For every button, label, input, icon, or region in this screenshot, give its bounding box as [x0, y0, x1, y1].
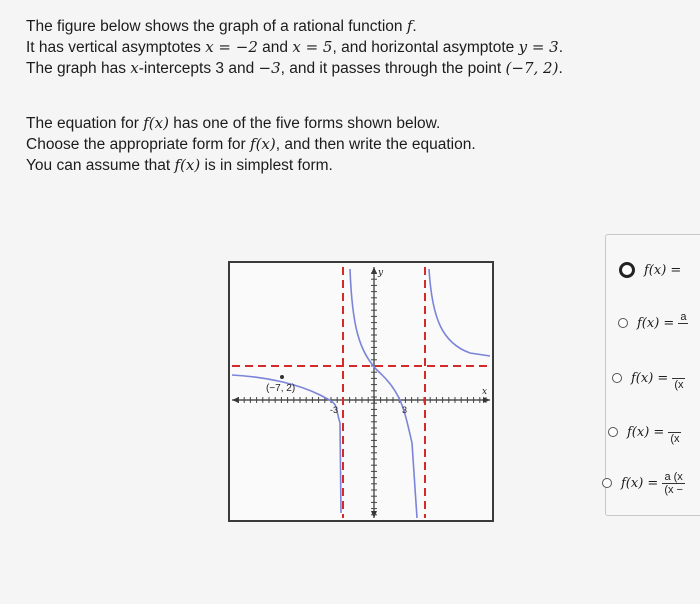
text: You can assume that: [26, 157, 175, 174]
instruction-line-3: [26, 155, 476, 176]
math-expression: f(x): [174, 156, 201, 174]
math-expression: x = −2: [205, 38, 258, 56]
text: , and then write the equation.: [275, 136, 476, 153]
text: .: [558, 60, 563, 77]
instruction-line-2: [26, 134, 476, 155]
choice-formula-4: f(x) =: [627, 424, 665, 440]
denominator: (x: [674, 378, 684, 391]
text: has one of the five forms shown below.: [168, 115, 441, 132]
radio-button-4[interactable]: [608, 427, 618, 437]
choice-option-1[interactable]: [619, 258, 681, 282]
text: is in simplest form.: [200, 157, 333, 174]
choice-fraction-2: [678, 311, 688, 336]
problem-line-2: [26, 37, 563, 58]
point-label: (−7, 2): [266, 383, 296, 394]
answer-choices-panel: [605, 234, 700, 516]
denominator: (x: [670, 432, 680, 445]
choice-formula-3: f(x) =: [631, 370, 669, 386]
tick-label-neg3: -3: [330, 405, 339, 415]
choice-fraction-3: [672, 366, 685, 391]
function-name: f: [406, 17, 413, 35]
y-axis-label: y: [378, 268, 384, 278]
function-graph: [228, 261, 494, 522]
choice-option-2[interactable]: [618, 311, 688, 335]
choice-fraction-4: [668, 420, 681, 445]
instruction-line-1: [26, 113, 476, 134]
text: The graph has: [26, 60, 131, 77]
radio-button-2[interactable]: [618, 318, 628, 328]
x-axis-label: x: [482, 387, 488, 397]
text: The figure below shows the graph of a rational function: [26, 18, 407, 35]
math-expression: −3: [258, 59, 281, 77]
text: The equation for: [26, 115, 144, 132]
curve-branch-left: [232, 375, 341, 513]
math-expression: x = 5: [292, 38, 333, 56]
problem-statement: [26, 16, 563, 79]
problem-line-1: [26, 16, 563, 37]
text: It has vertical asymptotes: [26, 39, 206, 56]
tick-label-pos3: 3: [402, 405, 408, 415]
denominator: (x −: [664, 483, 683, 496]
text: .: [412, 18, 417, 35]
text: -intercepts 3 and: [138, 60, 259, 77]
choice-formula-2: f(x) =: [637, 315, 675, 331]
radio-button-3[interactable]: [612, 373, 622, 383]
radio-button-5[interactable]: [602, 478, 612, 488]
text: Choose the appropriate form for: [26, 136, 251, 153]
numerator: a: [680, 310, 687, 323]
text: .: [558, 39, 564, 56]
choice-option-4[interactable]: [608, 420, 681, 444]
text: and: [257, 39, 293, 56]
text: , and horizontal asymptote: [332, 39, 519, 56]
math-expression: f(x): [143, 114, 169, 132]
math-expression: (−7, 2): [505, 59, 559, 77]
math-variable: x: [130, 59, 139, 77]
choice-option-5[interactable]: [602, 471, 685, 495]
text: , and it passes through the point: [280, 60, 506, 77]
numerator: a (x: [662, 471, 685, 484]
math-expression: f(x): [250, 135, 276, 153]
problem-line-3: [26, 58, 563, 79]
numerator: [672, 366, 685, 379]
choice-formula-5: f(x) =: [621, 475, 659, 491]
math-expression: y = 3: [518, 38, 559, 56]
choice-formula-1: f(x) =: [644, 262, 682, 278]
graph-canvas: [230, 263, 492, 520]
instructions: [26, 113, 476, 176]
choice-option-3[interactable]: [612, 366, 685, 390]
curve-branch-middle: [350, 269, 417, 518]
curve-branch-right: [429, 269, 490, 356]
point-marker: [280, 375, 284, 379]
radio-button-1[interactable]: [619, 262, 635, 278]
choice-fraction-5: [662, 471, 685, 496]
numerator: [668, 420, 681, 433]
denominator: [678, 324, 688, 336]
